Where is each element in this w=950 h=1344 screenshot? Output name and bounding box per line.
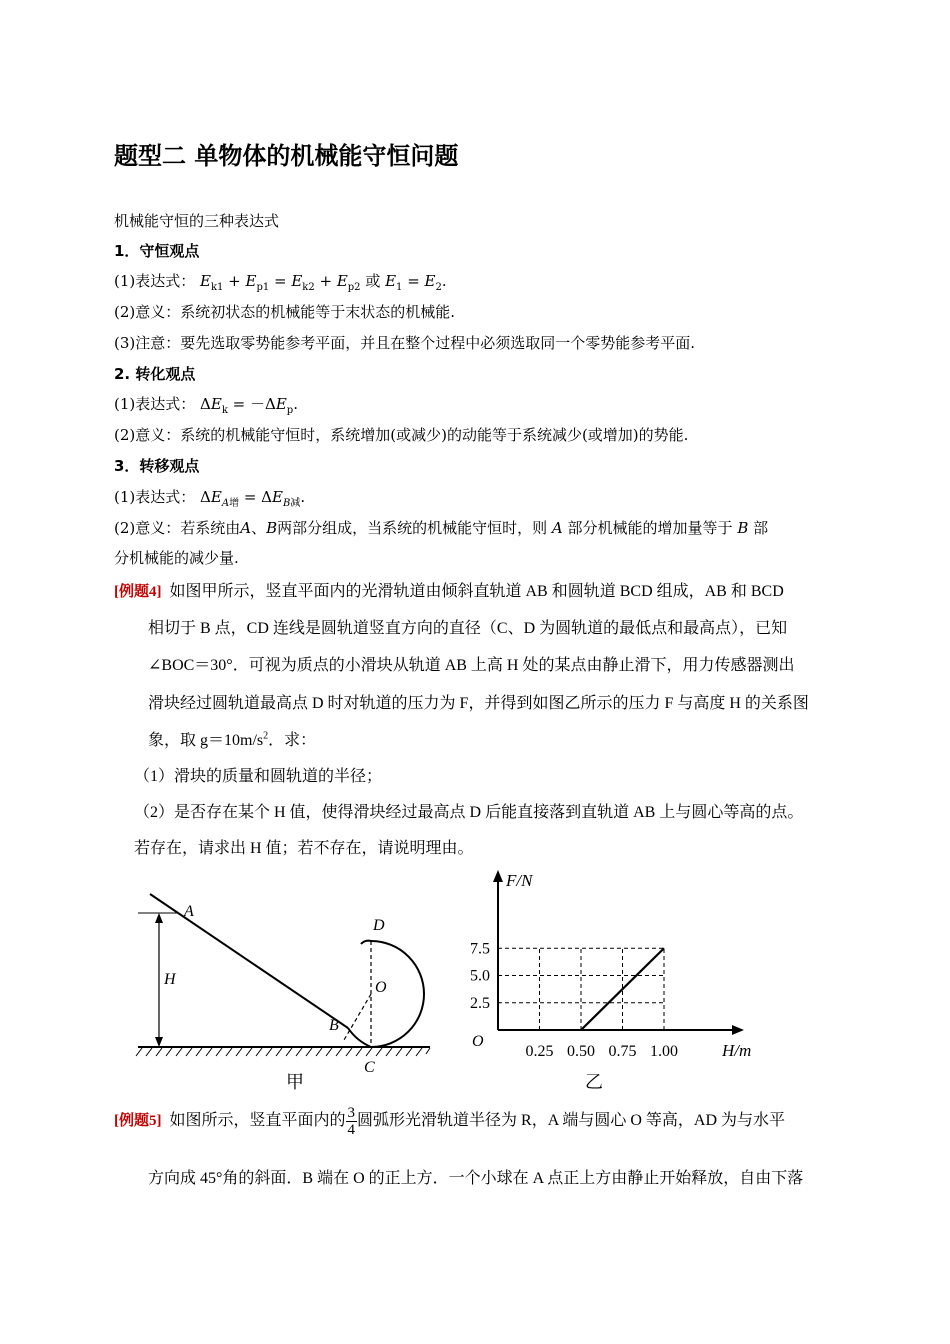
page-title: 题型二 单物体的机械能守恒问题 <box>114 142 459 170</box>
series-line <box>581 948 664 1030</box>
example4-line4: 滑块经过圆轨道最高点 D 时对轨道的压力为 F，并得到如图乙所示的压力 F 与高度 H 的关系图 <box>148 695 809 712</box>
figure-yi-caption: 乙 <box>585 1072 603 1093</box>
example4-q2-cont: 若存在，请求出 H 值；若不存在，请说明理由。 <box>134 840 474 857</box>
label-d: D <box>373 917 385 934</box>
text-part: 如图所示，竖直平面内的 <box>169 1112 346 1130</box>
origin-label: O <box>472 1033 484 1050</box>
y-axis-label: F/N <box>506 871 533 890</box>
x-tick-label: 0.50 <box>567 1043 595 1060</box>
x-tick-label: 0.75 <box>608 1043 637 1060</box>
formula-prefix: (1)表达式： <box>114 395 196 413</box>
label-a: A <box>184 903 194 920</box>
example4-line3: ∠BOC＝30°．可视为质点的小滑块从轨道 AB 上高 H 处的某点由静止滑下，用力传感器测出 <box>148 657 795 674</box>
y-tick-label: 7.5 <box>470 940 490 958</box>
label-o: O <box>375 979 387 996</box>
example4-q1: （1）滑块的质量和圆轨道的半径； <box>134 768 383 785</box>
section1-note: (3)注意：要先选取零势能参考平面，并且在整个过程中必须选取同一个零势能参考平面. <box>114 334 696 352</box>
section3-formula <box>114 486 305 515</box>
fraction <box>346 1105 358 1138</box>
label-b: B <box>329 1017 339 1034</box>
label-h: H <box>164 971 176 988</box>
example4-q2: （2）是否存在某个 H 值，使得滑块经过最高点 D 后能直接落到直轨道 AB 上与圆心等高的点。 <box>134 804 804 821</box>
figure-jia <box>130 880 440 1095</box>
text-part: 象，取 g＝10m/s <box>148 732 264 749</box>
example4-line2: 相切于 B 点，CD 连线是圆轨道竖直方向的直径（C、D 为圆轨道的最低点和最高点），已知 <box>148 620 788 637</box>
intro-heading: 机械能守恒的三种表达式 <box>114 212 280 230</box>
figure-jia-caption: 甲 <box>286 1072 304 1093</box>
formula-expr: $\Delta E_k = -\Delta E_p$. <box>200 395 298 416</box>
section2-heading: 2. 转化观点 <box>114 365 196 383</box>
section3-meaning-cont: 分机械能的减少量. <box>114 549 239 567</box>
y-tick-label: 2.5 <box>470 994 490 1012</box>
section2-meaning: (2)意义：系统的机械能守恒时，系统增加(或减少)的动能等于系统减少(或增加)的势能. <box>114 426 689 444</box>
text-part: 部 <box>753 519 769 537</box>
x-axis-label: H/m <box>722 1041 752 1060</box>
formula-expr: $E_{k1} + E_{p1} = E_{k2} + E_{p2}$ 或 $E_1 = E_2$. <box>200 272 447 293</box>
section1-heading: 1．守恒观点 <box>114 242 200 260</box>
text-part: 如图甲所示，竖直平面内的光滑轨道由倾斜直轨道 AB 和圆轨道 BCD 组成，AB 和 BCD <box>169 583 784 600</box>
text-part: 圆弧形光滑轨道半径为 R，A 端与圆心 O 等高，AD 为与水平 <box>357 1112 786 1130</box>
x-axis-arrow <box>732 1025 744 1035</box>
example4-line5 <box>148 727 316 750</box>
section3-meaning: (2)意义：若系统由A、B两部分组成，当系统的机械能守恒时，则 A 部分机械能的增加量等于 B 部 <box>114 519 769 537</box>
text-part: ．求： <box>268 732 317 749</box>
x-tick-label: 0.25 <box>525 1043 554 1060</box>
section1-formula <box>114 270 447 299</box>
example5-line2: 方向成 45°角的斜面．B 端在 O 的正上方．一个小球在 A 点正上方由静止开始释放，自由下落 <box>148 1170 804 1187</box>
fraction-numerator: 3 <box>347 1105 356 1121</box>
section2-formula <box>114 393 298 422</box>
example4-line1 <box>114 578 784 601</box>
example5-line1 <box>114 1105 785 1138</box>
y-tick-label: 5.0 <box>470 967 490 985</box>
example5-tag: [例题5] <box>114 1113 162 1130</box>
formula-prefix: (1)表达式： <box>114 488 196 506</box>
formula-prefix: (1)表达式： <box>114 272 196 290</box>
x-tick-label: 1.00 <box>650 1043 678 1060</box>
y-axis-arrow <box>493 870 503 882</box>
text-part: 部分机械能的增加量等于 <box>567 519 733 537</box>
text-part: (2)意义：若系统由 <box>114 519 241 537</box>
text-part: 两部分组成，当系统的机械能守恒时，则 <box>277 519 548 537</box>
label-c: C <box>364 1059 375 1076</box>
fraction-denominator: 4 <box>347 1122 356 1138</box>
section3-heading: 3．转移观点 <box>114 457 200 475</box>
formula-expr: $\Delta E_{A增} = \Delta E_{B减}$. <box>200 488 306 509</box>
example4-tag: [例题4] <box>114 584 162 600</box>
superscript: 2 <box>263 730 269 742</box>
section1-meaning: (2)意义：系统初状态的机械能等于末状态的机械能. <box>114 303 456 321</box>
figure-yi-chart <box>460 862 770 1067</box>
